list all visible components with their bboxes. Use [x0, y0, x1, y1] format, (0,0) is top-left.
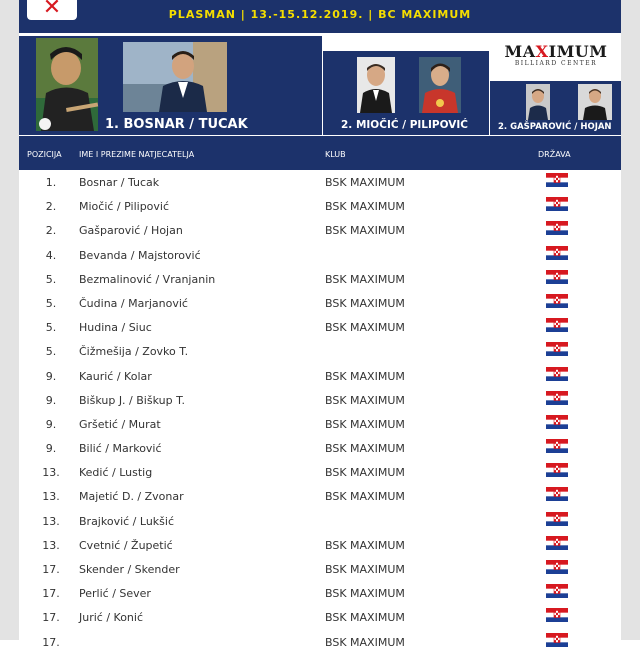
row-club: BSK MAXIMUM — [325, 224, 405, 238]
croatia-flag-icon — [546, 512, 568, 526]
croatia-flag-icon — [546, 633, 568, 647]
croatia-flag-icon — [546, 342, 568, 356]
brand-logo — [491, 36, 621, 81]
table-row — [19, 557, 621, 581]
table-row — [19, 484, 621, 508]
row-club: BSK MAXIMUM — [325, 490, 405, 504]
row-club: BSK MAXIMUM — [325, 272, 405, 286]
results-table — [19, 170, 621, 654]
croatia-flag-icon — [546, 367, 568, 381]
row-position: 9. — [45, 393, 57, 407]
table-row — [19, 460, 621, 484]
row-player-names: Miočić / Pilipović — [79, 200, 170, 214]
row-club: BSK MAXIMUM — [325, 563, 405, 576]
row-position: 5. — [45, 345, 57, 359]
croatia-flag-icon — [546, 173, 568, 187]
row-player-names: Perlić / Sever — [79, 587, 151, 601]
table-row — [19, 243, 621, 267]
row-player-names: Bosnar / Tucak — [79, 176, 160, 189]
croatia-flag-icon — [546, 391, 568, 405]
player-photo-pilipovic — [419, 57, 461, 113]
row-player-names: Bilić / Marković — [79, 442, 162, 456]
row-position: 9. — [45, 442, 57, 456]
player-photo-bosnar — [36, 38, 98, 131]
table-row — [19, 339, 621, 363]
row-position: 4. — [45, 248, 57, 262]
row-player-names: Čižmešija / Zovko T. — [79, 345, 189, 359]
row-position: 9. — [45, 369, 57, 383]
podium-second-title: 2. MIOČIĆ / PILIPOVIĆ — [341, 119, 468, 131]
table-row — [19, 581, 621, 605]
table-row — [19, 412, 621, 436]
row-position: 17. — [42, 635, 60, 649]
results-sheet — [19, 0, 621, 649]
row-player-names: Kaurić / Kolar — [79, 369, 152, 383]
row-position: 13. — [42, 538, 60, 552]
row-club: BSK MAXIMUM — [325, 538, 405, 552]
row-player-names: Majetić D. / Zvonar — [79, 490, 184, 504]
row-position: 5. — [45, 296, 57, 310]
table-header — [19, 136, 621, 170]
table-row — [19, 533, 621, 557]
row-club: BSK MAXIMUM — [325, 417, 405, 431]
row-player-names: Biškup J. / Biškup T. — [79, 393, 185, 407]
row-club: BSK MAXIMUM — [325, 296, 405, 310]
table-row — [19, 194, 621, 218]
croatia-flag-icon — [546, 439, 568, 453]
croatia-flag-icon — [546, 463, 568, 477]
brand-subtitle: BILLIARD CENTER — [514, 60, 598, 67]
row-position: 17. — [42, 611, 60, 625]
row-player-names: Čudina / Marjanović — [79, 296, 188, 310]
row-position: 5. — [45, 321, 57, 335]
croatia-flag-icon — [546, 294, 568, 308]
row-position: 2. — [45, 224, 57, 238]
row-position: 5. — [45, 272, 57, 286]
table-row — [19, 388, 621, 412]
row-club: BSK MAXIMUM — [325, 611, 405, 625]
row-club: BSK MAXIMUM — [325, 466, 405, 480]
podium-third — [490, 81, 621, 135]
row-club: BSK MAXIMUM — [325, 176, 405, 189]
top-banner — [19, 0, 621, 33]
row-club: BSK MAXIMUM — [325, 587, 405, 601]
row-player-names: Jurić / Konić — [79, 611, 144, 625]
croatia-flag-icon — [546, 584, 568, 598]
row-club: BSK MAXIMUM — [325, 321, 405, 335]
croatia-flag-icon — [546, 246, 568, 260]
croatia-flag-icon — [546, 221, 568, 235]
player-photo-gasparovic — [526, 84, 550, 120]
table-row — [19, 218, 621, 242]
croatia-flag-icon — [546, 318, 568, 332]
row-club: BSK MAXIMUM — [325, 442, 405, 456]
column-header-name: IME I PREZIME NATJECATELJA — [79, 150, 195, 159]
podium-third-title: 2. GAŠPAROVIĆ / HOJAN — [498, 122, 612, 132]
row-player-names: Gršetić / Murat — [79, 417, 161, 431]
podium-first-title: 1. BOSNAR / TUCAK — [105, 117, 248, 132]
row-club: BSK MAXIMUM — [325, 635, 405, 649]
row-position: 2. — [45, 200, 57, 214]
row-club: BSK MAXIMUM — [325, 200, 405, 214]
table-row — [19, 436, 621, 460]
podium-first — [19, 36, 323, 135]
table-row — [19, 267, 621, 291]
brand-name: MAXIMUM — [504, 42, 608, 61]
row-position: 17. — [42, 563, 60, 576]
row-position: 9. — [45, 417, 57, 431]
player-photo-miocic — [357, 57, 395, 113]
row-club: BSK MAXIMUM — [325, 393, 405, 407]
column-header-position: POZICIJA — [27, 150, 62, 159]
player-photo-hojan — [578, 84, 612, 120]
banner-title: PLASMAN | 13.-15.12.2019. | BC MAXIMUM — [168, 8, 472, 21]
row-player-names: Skender / Skender — [79, 563, 180, 576]
row-player-names: Brajković / Lukšić — [79, 514, 174, 528]
table-row — [19, 315, 621, 339]
row-player-names: Hudina / Siuc — [79, 321, 152, 335]
croatia-flag-icon — [546, 560, 568, 574]
row-position: 17. — [42, 587, 60, 601]
row-player-names: Bezmalinović / Vranjanin — [79, 272, 216, 286]
column-header-country: DRŽAVA — [538, 150, 571, 159]
podium-second — [323, 51, 490, 135]
row-player-names: Cvetnić / Župetić — [79, 538, 173, 552]
row-player-names: Gašparović / Hojan — [79, 224, 183, 238]
table-row — [19, 630, 621, 654]
table-row — [19, 364, 621, 388]
row-position: 13. — [42, 490, 60, 504]
logo-x-icon: ✕ — [42, 0, 62, 20]
table-row — [19, 509, 621, 533]
row-position: 1. — [45, 176, 57, 189]
croatia-flag-icon — [546, 487, 568, 501]
croatia-flag-icon — [546, 608, 568, 622]
row-player-names: Bevanda / Majstorović — [79, 248, 201, 262]
croatia-flag-icon — [546, 197, 568, 211]
table-row — [19, 605, 621, 629]
row-position: 13. — [42, 466, 60, 480]
row-position: 13. — [42, 514, 60, 528]
row-club: BSK MAXIMUM — [325, 369, 405, 383]
column-header-club: KLUB — [325, 150, 346, 159]
table-row — [19, 291, 621, 315]
croatia-flag-icon — [546, 536, 568, 550]
croatia-flag-icon — [546, 415, 568, 429]
player-photo-tucak — [123, 42, 227, 112]
croatia-flag-icon — [546, 270, 568, 284]
table-row — [19, 170, 621, 194]
row-player-names: Kedić / Lustig — [79, 466, 153, 480]
